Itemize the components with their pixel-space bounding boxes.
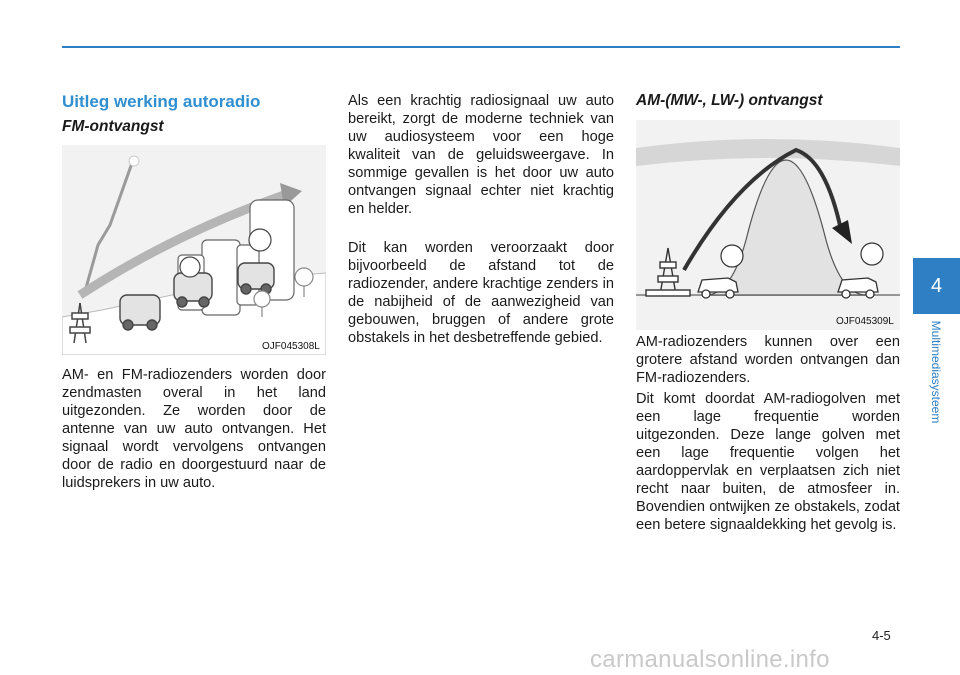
am-subheading: AM-(MW-, LW-) ontvangst [636,92,823,109]
fm-subheading: FM-ontvangst [62,118,164,135]
body-paragraph: AM-radiozenders kunnen over een grotere afstand worden ontvangen dan FM-radiozenders. [636,334,900,386]
am-reception-illustration [636,120,900,330]
chapter-label: Multimediasysteem [929,320,943,424]
body-paragraph: Dit kan worden veroorzaakt door bijvoorbeeld de afstand tot de radiozender, andere krachtige zenders in de nabijheid of de aanwezigheid van gebouwen, bruggen of andere grote obstakels in het desbetreffende gebied. [348,240,614,346]
chapter-tab [913,258,960,314]
page-number: 4-5 [872,628,891,643]
section-heading: Uitleg werking autoradio [62,92,261,111]
watermark: carmanualsonline.info [590,646,830,673]
body-paragraph: Als een krachtig radiosignaal uw auto bereikt, zorgt de moderne techniek van uw audiosysteem voor een hoge kwaliteit van de geluidsweergave. In sommige gevallen is het door uw auto ontvangen signaal echter niet krachtig en helder. [348,93,614,217]
figure-code: OJF045308L [262,341,320,352]
top-rule [62,46,900,48]
figure-code: OJF045309L [836,316,894,327]
chapter-number: 4 [930,275,943,297]
body-paragraph: Dit komt doordat AM-radiogolven met een lage frequentie worden uitgezonden. Deze lange golven met een lage frequentie volgen het aardoppervlak en verplaatsen zich niet recht naar buiten, de atmosfeer in. Bovendien ontwijken ze obstakels, zodat een betere signaaldekking het gevolg is. [636,391,900,533]
fm-reception-illustration [62,145,326,355]
body-paragraph: AM- en FM-radiozenders worden door zendmasten overal in het land uitgezonden. Ze worden door de antenne van uw auto ontvangen. Het signaal wordt vervolgens ontvangen door de radio en doorgestuurd naar de luidsprekers in uw auto. [62,367,326,491]
